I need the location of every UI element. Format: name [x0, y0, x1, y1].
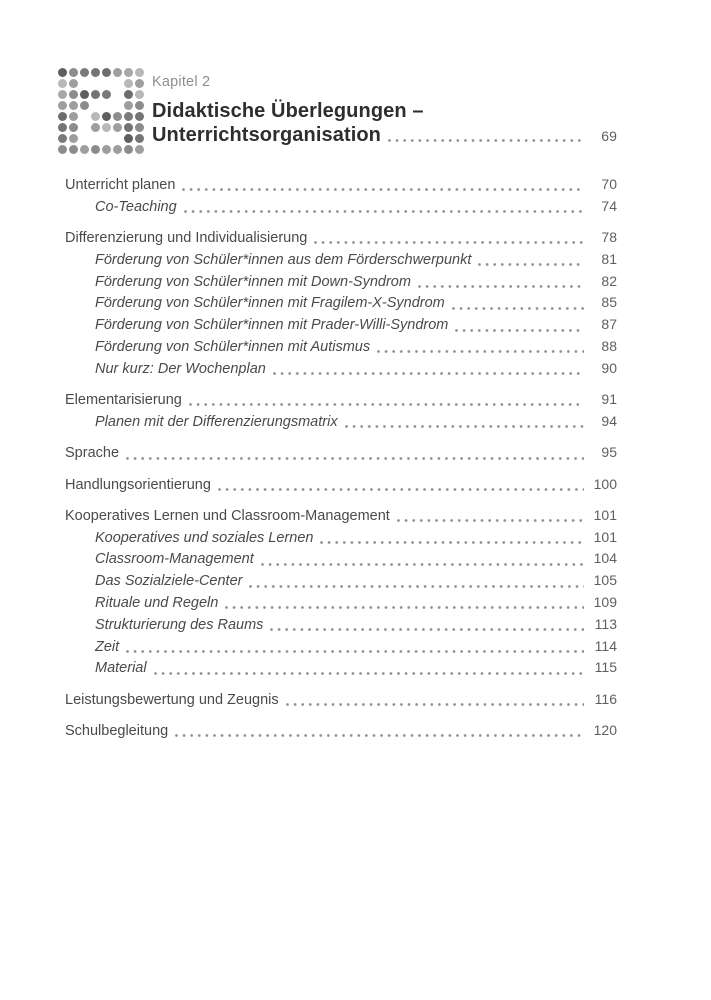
logo-dot: [124, 79, 133, 88]
logo-dot: [124, 145, 133, 154]
toc-entry-label: Förderung von Schüler*innen mit Fragilem-X-Syndrom: [95, 295, 445, 312]
toc-entry-page-number: 90: [601, 359, 617, 376]
toc-entry-page-number: 114: [594, 637, 617, 654]
dot-leader: [225, 606, 584, 609]
toc-entry-label: Planen mit der Differenzierungsmatrix: [95, 413, 338, 430]
toc-entry-page-number: 85: [601, 294, 617, 311]
logo-dot: [69, 79, 78, 88]
logo-dot: [69, 145, 78, 154]
toc-entry-page-number: 120: [593, 722, 617, 739]
toc-entry-page-number: 115: [594, 659, 617, 676]
toc-entry: [65, 389, 617, 411]
logo-dot: [58, 145, 67, 154]
logo-dot: [80, 68, 89, 77]
toc-entry-label: Differenzierung und Individualisierung: [65, 230, 308, 247]
toc-entry-label: Leistungsbewertung und Zeugnis: [65, 691, 279, 708]
dot-leader: [455, 329, 584, 332]
logo-dot: [113, 68, 122, 77]
logo-dot: [58, 68, 67, 77]
chapter-logo-dots-icon: [58, 68, 144, 154]
dot-leader: [189, 403, 584, 406]
toc-entry-label: Co-Teaching: [95, 198, 177, 215]
toc-entry-page-number: 74: [601, 197, 617, 214]
logo-dot: [113, 145, 122, 154]
logo-dot: [102, 68, 111, 77]
logo-dot: [69, 123, 78, 132]
toc-entry-page-number: 101: [593, 528, 617, 545]
toc-entry: [65, 336, 617, 358]
toc-entry-label: Classroom-Management: [95, 551, 254, 568]
logo-dot: [135, 145, 144, 154]
chapter-header-text: [148, 68, 617, 148]
toc-entry: [65, 614, 617, 636]
toc-entry-page-number: 101: [593, 506, 617, 523]
dot-leader: [261, 563, 584, 566]
dot-leader: [314, 241, 584, 244]
toc-entry-label: Förderung von Schüler*innen mit Down-Syndrom: [95, 273, 411, 290]
toc-entry-label: Schulbegleitung: [65, 723, 169, 740]
logo-dot: [58, 101, 67, 110]
logo-dot: [135, 101, 144, 110]
logo-dot: [58, 134, 67, 143]
chapter-title: [152, 100, 617, 148]
toc-entry-page-number: 87: [601, 316, 617, 333]
chapter-page-number: 69: [601, 127, 617, 144]
toc-entry-page-number: 116: [594, 690, 617, 707]
toc-entry: [65, 442, 617, 464]
logo-dot: [80, 145, 89, 154]
dot-leader: [345, 425, 584, 428]
dot-leader: [249, 585, 584, 588]
toc-entry: [65, 174, 617, 196]
toc-entry-label: Elementarisierung: [65, 392, 182, 409]
dot-leader: [273, 372, 584, 375]
dot-leader: [218, 488, 584, 491]
dot-leader: [418, 285, 584, 288]
dot-leader: [270, 628, 584, 631]
toc-entry: [65, 689, 617, 711]
toc-entry-page-number: 81: [601, 250, 617, 267]
logo-dot: [135, 68, 144, 77]
toc-entry-page-number: 95: [601, 444, 617, 461]
logo-dot: [91, 90, 100, 99]
toc-entry: [65, 411, 617, 433]
logo-dot: [135, 123, 144, 132]
logo-dot: [135, 79, 144, 88]
logo-dot: [124, 134, 133, 143]
toc-entry-page-number: 91: [601, 391, 617, 408]
logo-dot: [124, 123, 133, 132]
chapter-title-line1: Didaktische Überlegungen –: [152, 100, 424, 122]
toc-entry: [65, 657, 617, 679]
logo-dot: [80, 101, 89, 110]
toc-entry: [65, 527, 617, 549]
toc-entry-label: Förderung von Schüler*innen aus dem Förderschwerpunkt: [95, 251, 472, 268]
toc-entry-label: Kooperatives Lernen und Classroom-Management: [65, 507, 390, 524]
toc-entry-page-number: 88: [601, 338, 617, 355]
toc-entry-label: Unterricht planen: [65, 177, 176, 193]
toc-entry: [65, 314, 617, 336]
logo-dot: [124, 112, 133, 121]
logo-dot: [58, 112, 67, 121]
toc-entry-label: Kooperatives und soziales Lernen: [95, 529, 314, 546]
toc-entry: [65, 570, 617, 592]
toc-entry-page-number: 109: [593, 594, 617, 611]
chapter-header: [58, 68, 617, 154]
toc-entry-label: Nur kurz: Der Wochenplan: [95, 360, 266, 377]
toc-entry: [65, 227, 617, 249]
dot-leader: [182, 188, 584, 191]
logo-dot: [102, 123, 111, 132]
toc-entry-label: Förderung von Schüler*innen mit Prader-Willi-Syndrom: [95, 317, 449, 334]
logo-dot: [102, 145, 111, 154]
logo-dot: [91, 145, 100, 154]
dot-leader: [388, 139, 584, 142]
dot-leader: [397, 519, 584, 522]
toc-entry: [65, 720, 617, 742]
dot-leader: [286, 703, 584, 706]
toc-entry: [65, 505, 617, 527]
toc-entry-label: Handlungsorientierung: [65, 476, 211, 493]
logo-dot: [69, 68, 78, 77]
logo-dot: [69, 90, 78, 99]
toc-entry-label: Das Sozialziele-Center: [95, 573, 243, 590]
logo-dot: [113, 112, 122, 121]
dot-leader: [184, 210, 584, 213]
toc-entry-page-number: 70: [601, 176, 617, 192]
toc-entry-page-number: 104: [593, 550, 617, 567]
logo-dot: [124, 101, 133, 110]
dot-leader: [126, 650, 584, 653]
dot-leader: [320, 541, 584, 544]
chapter-title-line2: Unterrichtsorganisation: [152, 123, 381, 146]
toc-entry-page-number: 113: [594, 615, 617, 632]
logo-dot: [124, 68, 133, 77]
logo-dot: [91, 68, 100, 77]
logo-dot: [58, 90, 67, 99]
logo-dot: [80, 90, 89, 99]
toc-entry-label: Strukturierung des Raums: [95, 616, 264, 633]
toc-entry: [65, 474, 617, 496]
toc-entry-label: Förderung von Schüler*innen mit Autismus: [95, 339, 371, 356]
dot-leader: [175, 734, 584, 737]
chapter-kicker: Kapitel 2: [152, 74, 211, 90]
dot-leader: [377, 350, 584, 353]
toc-entry-page-number: 82: [601, 272, 617, 289]
toc-entry: [65, 592, 617, 614]
toc-entry-label: Zeit: [95, 638, 120, 655]
dot-leader: [126, 457, 584, 460]
toc-entry: [65, 249, 617, 271]
toc-entry-page-number: 105: [593, 572, 617, 589]
toc-entry-page-number: 78: [601, 229, 617, 246]
logo-dot: [58, 79, 67, 88]
logo-dot: [135, 112, 144, 121]
toc-entry: [65, 358, 617, 380]
dot-leader: [154, 672, 584, 675]
dot-leader: [452, 307, 584, 310]
toc-entry: [65, 636, 617, 658]
logo-dot: [69, 112, 78, 121]
toc-entry-label: Rituale und Regeln: [95, 595, 219, 612]
toc-entry-label: Material: [95, 660, 147, 677]
logo-dot: [102, 90, 111, 99]
logo-dot: [113, 123, 122, 132]
logo-dot: [69, 134, 78, 143]
logo-dot: [58, 123, 67, 132]
logo-dot: [91, 112, 100, 121]
toc-list: [65, 174, 617, 742]
toc-entry: [65, 196, 617, 218]
logo-dot: [124, 90, 133, 99]
logo-dot: [69, 101, 78, 110]
toc-entry: [65, 292, 617, 314]
toc-entry: [65, 548, 617, 570]
logo-dot: [102, 112, 111, 121]
toc-entry-label: Sprache: [65, 445, 120, 462]
logo-dot: [91, 123, 100, 132]
logo-dot: [135, 134, 144, 143]
toc-entry-page-number: 100: [593, 475, 617, 492]
toc-entry: [65, 271, 617, 293]
dot-leader: [478, 263, 584, 266]
toc-entry-page-number: 94: [601, 412, 617, 429]
logo-dot: [135, 90, 144, 99]
